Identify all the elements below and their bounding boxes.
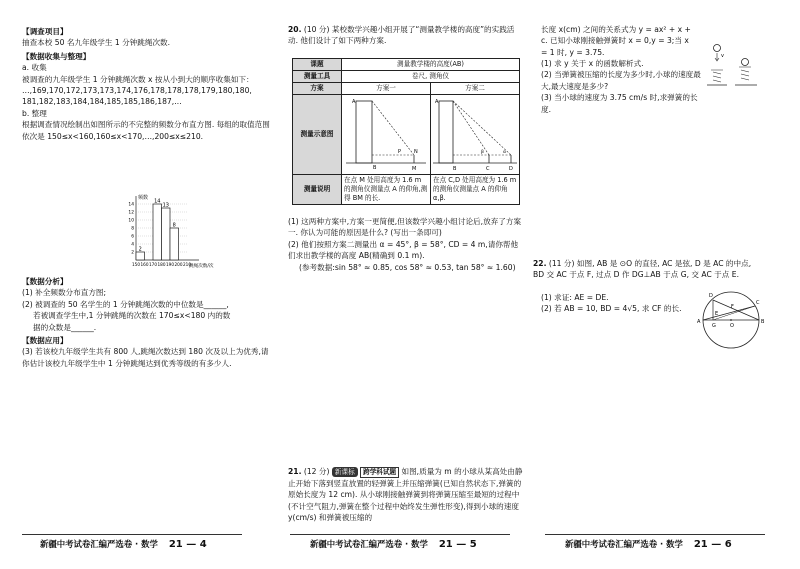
svg-text:D: D (709, 293, 713, 299)
q21-continuation: 长度 x(cm) 之间的关系式为 y = ax² + x + c. 已知小球刚接触弹簧时 x = 0,y = 3;当 x = 1 时, y = 3.75. (541, 25, 691, 57)
x-tick-label: 190 (166, 262, 174, 267)
y-tick-label: 6 (131, 234, 134, 240)
q22-subquestions (541, 292, 691, 315)
svg-text:B: B (761, 319, 765, 325)
footer-rule-3 (545, 534, 765, 535)
q21-part-1: (1) 求 y 关于 x 的函数解析式. (541, 59, 644, 68)
x-tick-label: 160 (140, 262, 149, 267)
bar-value-label: 2 (138, 246, 142, 253)
x-tick-label: 180 (157, 262, 166, 267)
collect-b-label: b. 整理 (22, 108, 47, 118)
new-standard-badge: 新课标 (332, 467, 358, 477)
row-diagram-label: 测量示意图 (293, 95, 342, 175)
svg-text:A: A (435, 99, 439, 105)
plan-table (292, 58, 520, 205)
x-axis-label: 跳绳次数/次 (189, 264, 214, 269)
svg-text:β: β (481, 150, 484, 155)
q20-text: (10 分) 某校数学兴趣小组开展了“测量教学楼的高度”的实践活动. 他们设计了如下两种方案. (288, 25, 515, 46)
svg-text:C: C (486, 166, 490, 171)
svg-text:N: N (414, 149, 418, 155)
histogram-chart (110, 186, 222, 272)
question-1: (1) 补全频数分布直方图; (22, 288, 107, 298)
svg-text:P: P (398, 149, 402, 155)
footer-title: 新疆中考试卷汇编严选卷 · 数学 (310, 539, 428, 549)
footer-middle (310, 538, 477, 556)
q21-number: 21. (288, 467, 302, 476)
survey-text: 抽查本校 50 名九年级学生 1 分钟跳绳次数. (22, 38, 171, 48)
row-tools-label: 测量工具 (293, 71, 342, 83)
question-2a: (2) 被调查的 50 名学生的 1 分钟跳绳次数的中位数是______, (22, 299, 229, 309)
svg-text:G: G (712, 323, 716, 329)
histogram-bar (153, 204, 162, 260)
y-tick-label: 2 (131, 250, 134, 256)
svg-text:A: A (352, 99, 356, 105)
row-desc-label: 测量说明 (293, 175, 342, 205)
q21-stem (288, 466, 524, 524)
q21-subquestions (541, 58, 705, 115)
spring-ball-figure (703, 38, 763, 90)
question-2b: 若被调查学生中,1 分钟跳绳的次数在 170≤x<180 内的数 (33, 311, 231, 321)
y-tick-label: 12 (128, 210, 134, 216)
plan-2-diagram (431, 95, 519, 171)
q20-number: 20. (288, 25, 302, 34)
footer-title: 新疆中考试卷汇编严选卷 · 数学 (40, 539, 158, 549)
q21-score: (12 分) (303, 467, 330, 476)
row-topic-value: 测量教学楼的高度(AB) (342, 59, 520, 71)
left-text-bottom (22, 274, 272, 369)
q22-number: 22. (533, 259, 547, 268)
y-tick-label: 4 (131, 242, 134, 248)
cross-subject-badge: 跨学科试题 (360, 467, 399, 478)
q20-stem (288, 24, 524, 47)
histogram-bar (162, 208, 171, 260)
svg-text:F: F (731, 304, 734, 310)
svg-text:B: B (373, 165, 377, 171)
svg-text:O: O (730, 323, 734, 329)
collect-a-data-1: …,169,170,172,173,173,174,176,178,178,178,179,180,180, (22, 86, 252, 96)
svg-text:A: A (697, 319, 701, 325)
y-tick-label: 8 (131, 226, 134, 232)
x-tick-label: 200 (174, 262, 183, 267)
svg-text:v: v (721, 53, 724, 59)
x-tick-label: 210 (183, 262, 191, 267)
collect-heading: 【数据收集与整理】 (22, 51, 91, 61)
svg-text:E: E (715, 311, 719, 317)
x-tick-label: 150 (132, 262, 140, 267)
plan-2-diagram-cell (431, 95, 520, 175)
plan-2-description: 在点 C,D 处用高度为 1.6 m 的测角仪测量点 A 的仰角 α,β. (431, 175, 520, 205)
y-axis-label: 频数 (138, 195, 149, 201)
analysis-heading: 【数据分析】 (22, 277, 68, 286)
bar-value-label: 8 (172, 222, 176, 229)
y-tick-label: 14 (128, 202, 134, 208)
q21-part-3: (3) 当小球的速度为 3.75 cm/s 时,求弹簧的长度. (541, 93, 698, 114)
survey-heading: 【调查项目】 (22, 27, 68, 36)
svg-text:M: M (412, 166, 417, 171)
plan-1-diagram-cell (342, 95, 431, 175)
footer-right (565, 538, 732, 556)
footer-title: 新疆中考试卷汇编严选卷 · 数学 (565, 539, 683, 549)
circle-geometry-figure (693, 278, 771, 354)
plan-1-diagram (342, 95, 430, 171)
collect-b-text: 根据调查情况绘制出如图所示的不完整的频数分布直方图. 每组的取值范围依次是 150≤x<160,160≤x<170,…,200≤x≤210. (22, 120, 270, 141)
question-3: (3) 若该校九年级学生共有 800 人,跳绳次数达到 180 次及以上为优秀,请你估计该校九年级学生中 1 分钟跳绳达到优秀等级的有多少人. (22, 347, 269, 368)
svg-text:α: α (503, 150, 507, 155)
q20-reference: (参考数据:sin 58° ≈ 0.85, cos 58° ≈ 0.53, tan 58° ≈ 1.60) (299, 262, 516, 272)
row-plan-label: 方案 (293, 83, 342, 95)
footer-left (40, 538, 207, 556)
plan-1-header: 方案一 (342, 83, 431, 95)
bar-value-label: 14 (154, 198, 161, 205)
footer-rule-1 (22, 534, 242, 535)
y-tick-label: 10 (128, 218, 134, 224)
question-2c: 据的众数是______. (33, 322, 97, 332)
left-column (22, 0, 272, 569)
plan-1-description: 在点 M 处用高度为 1.6 m 的测角仪测量点 A 的仰角,测得 BM 的长. (342, 175, 431, 205)
q20-part-1: (1) 这两种方案中,方案一更简便,但该数学兴趣小组讨论后,放弃了方案一. 你认为可能的原因是什么? (写出一条即可) (288, 217, 522, 238)
middle-column (288, 0, 524, 569)
q20-subquestions (288, 216, 524, 273)
right-column (533, 0, 779, 569)
q22-part-1: (1) 求证: AE = DE. (541, 293, 609, 302)
page-number: 21 — 5 (438, 539, 477, 550)
left-text-top (22, 24, 272, 142)
collect-a-text: 被调查的九年级学生 1 分钟跳绳次数 x 按从小到大的顺序收集如下： (22, 74, 254, 84)
svg-text:C: C (756, 300, 760, 306)
svg-text:B: B (453, 166, 457, 171)
page-number: 21 — 4 (168, 539, 207, 550)
q20-part-2: (2) 他们按照方案二测量出 α = 45°, β = 58°, CD = 4 m,请你帮他们求出教学楼的高度 AB(精确到 0.1 m). (288, 239, 519, 261)
collect-a-data-2: 181,182,183,184,184,185,185,186,187,… (22, 97, 182, 107)
row-tools-value: 卷尺, 测角仪 (342, 71, 520, 83)
page-number: 21 — 6 (693, 539, 732, 550)
x-tick-label: 170 (149, 262, 157, 267)
svg-text:D: D (509, 166, 513, 171)
footer-rule-2 (290, 534, 510, 535)
q21-part-2: (2) 当弹簧被压缩的长度为多少时,小球的速度最大,最大速度是多少? (541, 70, 701, 91)
histogram-bar (136, 252, 145, 260)
bar-value-label: 13 (162, 202, 169, 209)
q21-text: 如图,质量为 m 的小球从某高处由静止开始下落到竖直放置的轻弹簧上并压缩弹簧(已知自然状态下,弹簧的原始长度为 12 cm). 从小球刚接触弹簧到将弹簧压缩至最短的过程中(不计空气阻力,弹簧在整个过程中始终发生弹性形变),得到小球的速度 y(cm/s) 和弹簧被压缩的 (288, 467, 523, 523)
collect-a-label: a. 收集 (22, 63, 47, 73)
q22-text: (11 分) 如图, AB 是 ⊙O 的直径, AC 是弦, D 是 AC 的中点, BD 交 AC 于点 F, 过点 D 作 DG⊥AB 于点 G, 交 AC 于点 E. (533, 259, 752, 280)
apply-heading: 【数据应用】 (22, 336, 68, 346)
row-topic-label: 课题 (293, 59, 342, 71)
q22-part-2: (2) 若 AB = 10, BD = 4√5, 求 CF 的长. (541, 304, 682, 314)
plan-2-header: 方案二 (431, 83, 520, 95)
histogram-bar (170, 228, 179, 260)
